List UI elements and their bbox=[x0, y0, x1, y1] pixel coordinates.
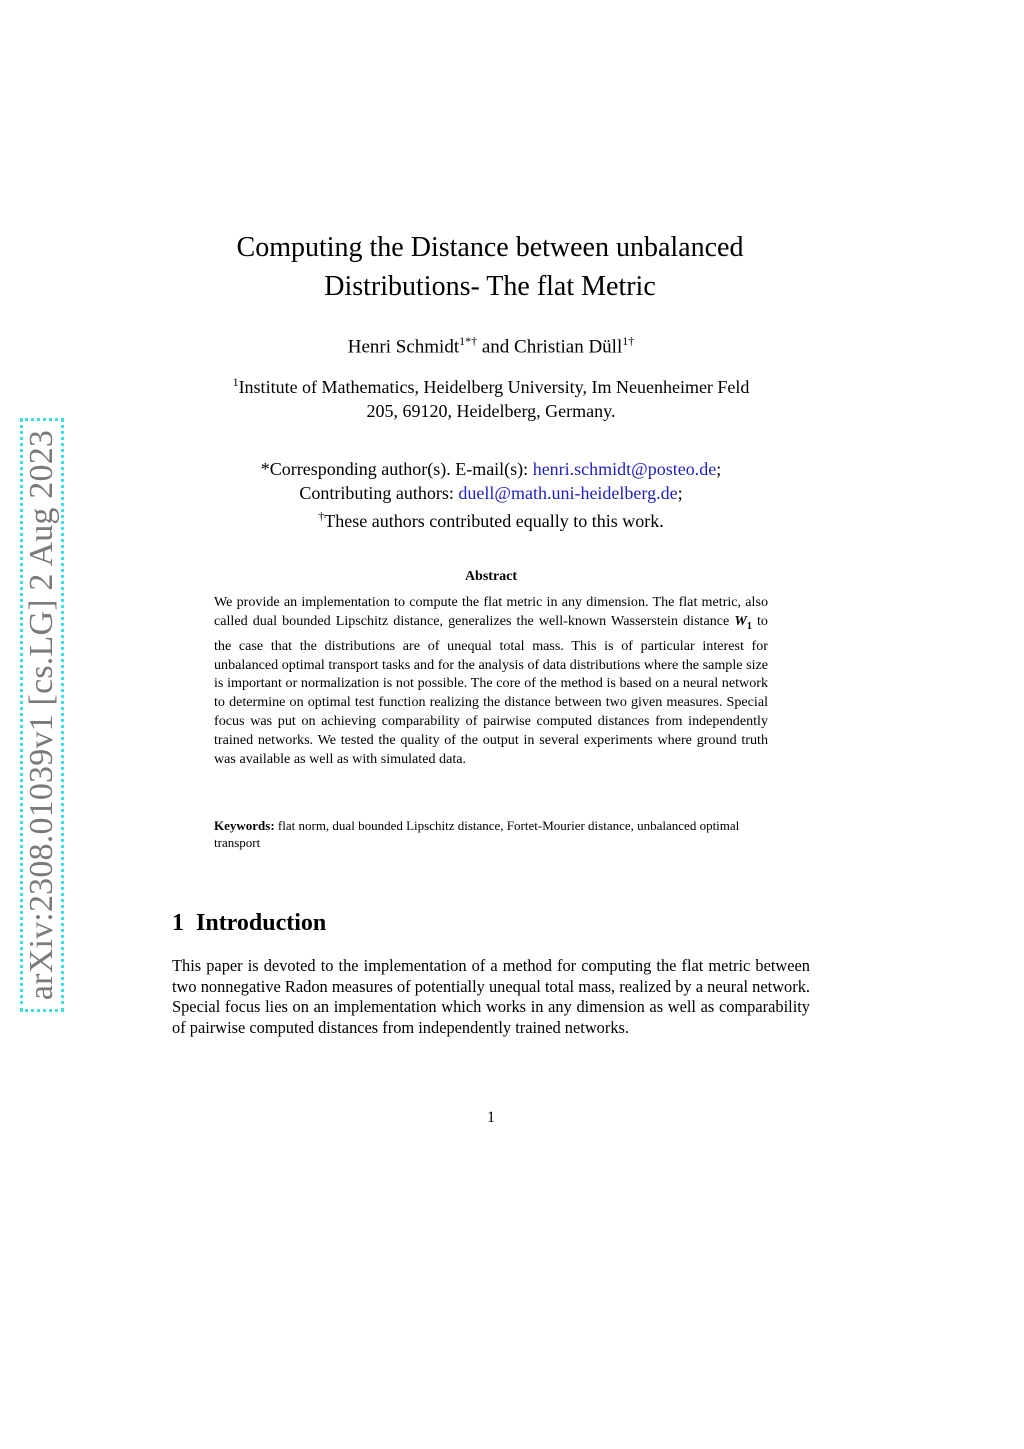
email-link-2[interactable]: duell@math.uni-heidelberg.de bbox=[458, 482, 678, 503]
abstract-text-before: We provide an implementation to compute the flat metric in any dimension. The flat metric, also called dual bounded Lipschitz distance, generalizes the well-known Wasserstein distance bbox=[214, 594, 768, 629]
keywords-text: flat norm, dual bounded Lipschitz distance, Fortet-Mourier distance, unbalanced optimal transport bbox=[214, 818, 743, 850]
arxiv-id: arXiv:2308.01039v1 [cs.LG] 2 Aug 2023 bbox=[23, 429, 60, 1001]
page-number: 1 bbox=[487, 1109, 495, 1126]
author-1: Henri Schmidt bbox=[347, 336, 460, 358]
author-2: Christian Düll bbox=[514, 336, 623, 358]
keywords bbox=[214, 817, 768, 851]
author-1-marks: 1*† bbox=[459, 334, 478, 348]
abstract-text-after: to the case that the distributions are of unequal total mass. This is of particular interest for unbalanced optimal transport tasks and for the analysis of data distributions where the sample size is important or normalization is not possible. The core of the method is based on a neural network to determine on optimal test function realizing the distance between two given measures. Special focus was put on achieving comparability of pairwise computed distances from independently trained networks. We tested the quality of the output in several experiments where ground truth was available as well as with simulated data. bbox=[214, 612, 768, 768]
author-2-marks: 1† bbox=[622, 334, 635, 348]
section-body: This paper is devoted to the implementation of a method for computing the flat metric between two nonnegative Radon measures of potentially unequal total mass, realized by a neural network. Special focus lies on an implementation which works in any dimension as well as comparability of pairwise computed distances from independently trained networks. bbox=[172, 956, 810, 1037]
dagger-mark: † bbox=[318, 509, 325, 523]
section-heading bbox=[172, 910, 326, 937]
correspondence bbox=[180, 458, 802, 534]
wasserstein-subscript: 1 bbox=[746, 620, 752, 632]
author-list bbox=[200, 334, 782, 358]
section-title: Introduction bbox=[196, 910, 327, 936]
author-conjunction: and bbox=[477, 336, 515, 358]
corr-line-2-prefix: Contributing authors: bbox=[299, 482, 459, 503]
title-line-2: Distributions- The flat Metric bbox=[324, 271, 656, 302]
affiliation-line-1: Institute of Mathematics, Heidelberg University, Im Neuenheimer Feld bbox=[238, 377, 750, 397]
email-link-1[interactable]: henri.schmidt@posteo.de bbox=[532, 459, 717, 479]
arxiv-stamp bbox=[20, 418, 64, 1012]
paper-title bbox=[160, 228, 820, 306]
title-line-1: Computing the Distance between unbalanced bbox=[236, 232, 744, 263]
corr-line-2-suffix: ; bbox=[677, 482, 683, 503]
corr-line-1-suffix: ; bbox=[716, 459, 722, 479]
affiliation-line-2: 205, 69120, Heidelberg, Germany. bbox=[366, 401, 616, 421]
affiliation bbox=[180, 370, 802, 423]
abstract-heading: Abstract bbox=[464, 569, 518, 584]
keywords-label: Keywords: bbox=[214, 818, 275, 833]
corr-line-1-prefix: *Corresponding author(s). E-mail(s): bbox=[260, 459, 533, 479]
abstract-text bbox=[214, 593, 768, 769]
wasserstein-symbol: W bbox=[734, 612, 747, 629]
section-number: 1 bbox=[172, 910, 184, 936]
corr-line-3: These authors contributed equally to this work. bbox=[324, 511, 664, 531]
affiliation-mark: 1 bbox=[232, 375, 239, 389]
